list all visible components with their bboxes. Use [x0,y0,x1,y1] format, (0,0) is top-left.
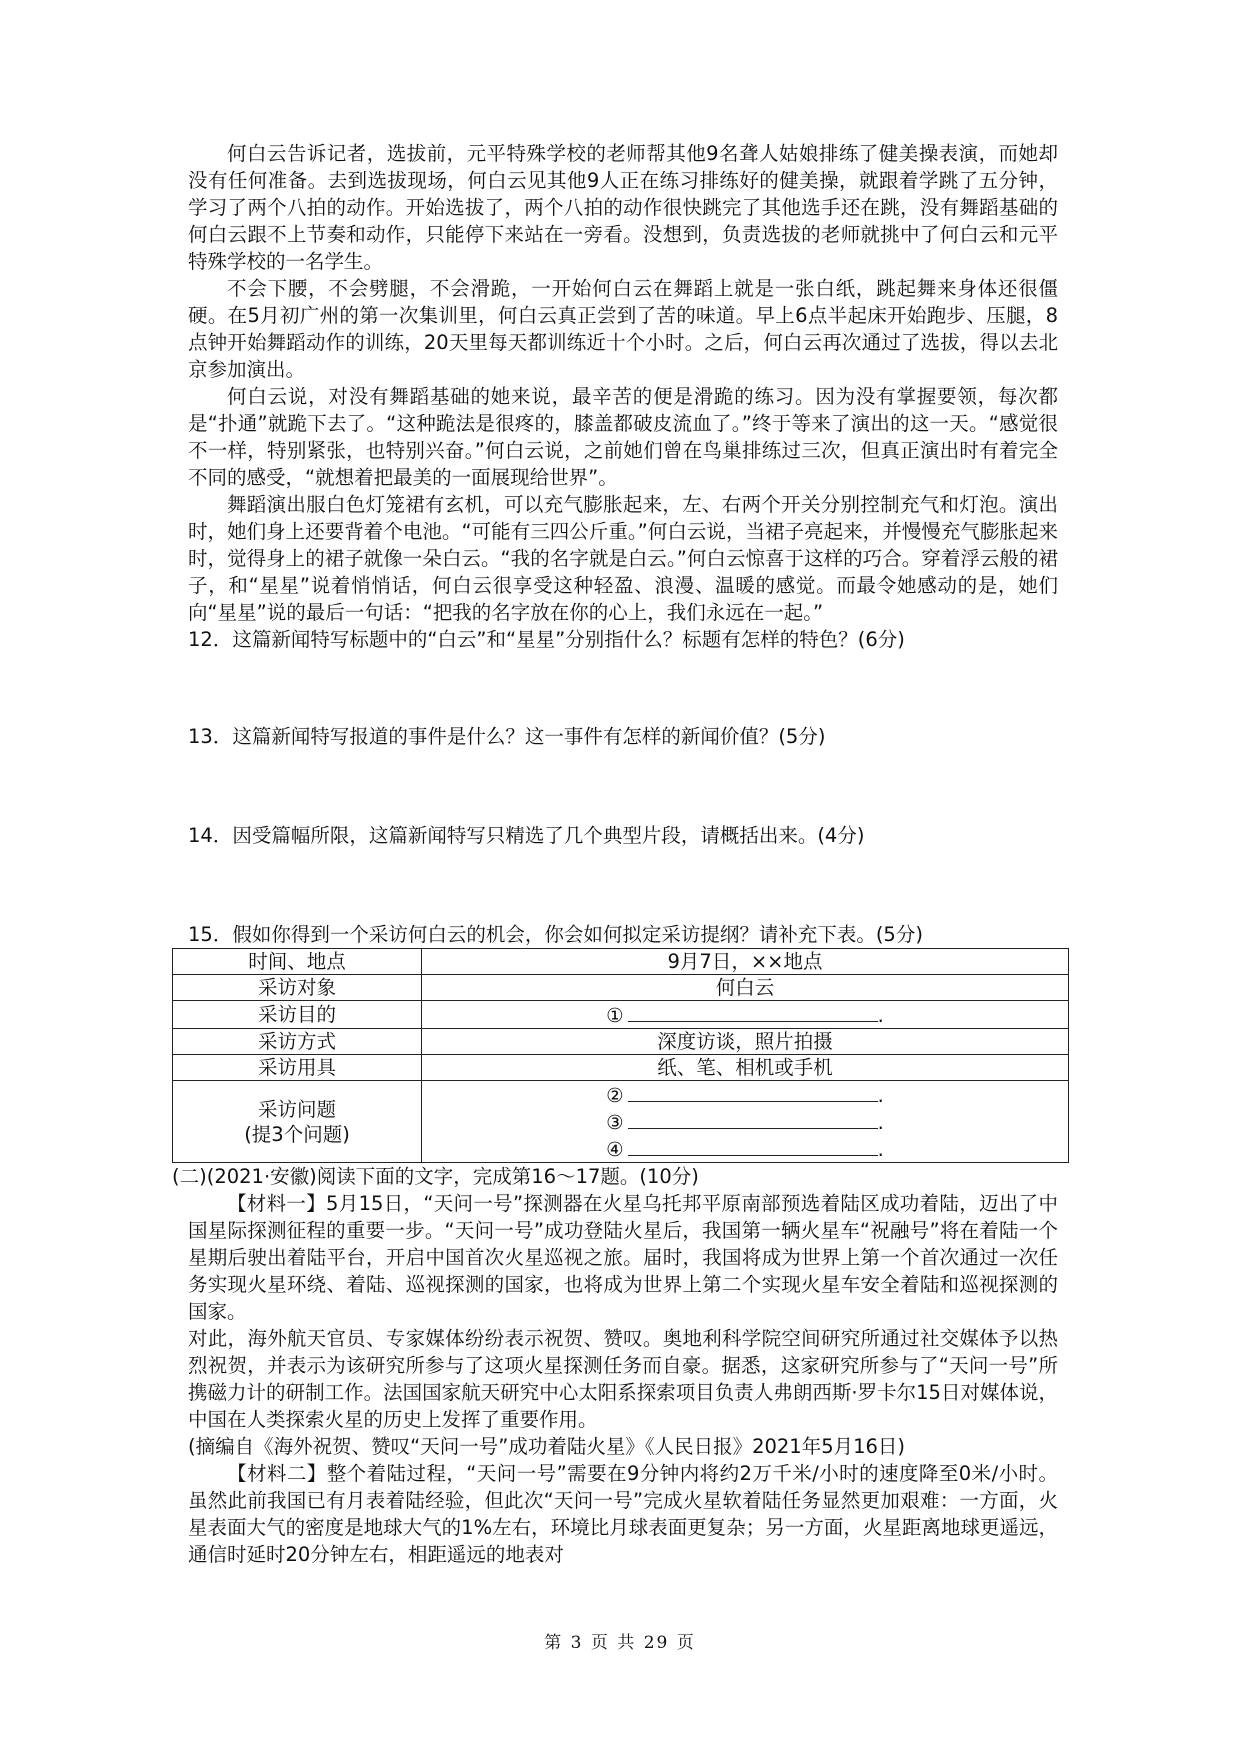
blank-marker: ① [606,1004,624,1027]
table-key: 采访方式 [173,1029,422,1055]
document-page [172,140,1058,1568]
table-key: 采访对象 [173,975,422,1001]
question-15: 15．假如你得到一个采访何白云的机会，你会如何拟定采访提纲？请补充下表。(5分) [188,923,923,946]
question-14: 14．因受篇幅所限，这篇新闻特写只精选了几个典型片段，请概括出来。(4分) [188,824,865,847]
blank-marker: ② [606,1084,624,1107]
answer-space-13[interactable] [188,750,1058,822]
table-row [173,1029,1069,1055]
question-13: 13．这篇新闻特写报道的事件是什么？这一事件有怎样的新闻价值？(5分) [188,725,826,748]
material-1-source: (摘编自《海外祝贺、赞叹“天问一号”成功着陆火星》《人民日报》2021年5月16日) [188,1435,906,1458]
questions-note: (提3个问题) [244,1122,350,1146]
material-2-paragraph: 【材料二】整个着陆过程，“天问一号”需要在9分钟内将约2万千米/小时的速度降至0米/小时。虽然此前我国已有月表着陆经验，但此次“天问一号”完成火星软着陆任务显然更加艰难：一方面，火星表面大气的密度是地球大气的1%左右，环境比月球表面更复杂；另一方面，火星距离地球更遥远，通信时延时20分钟左右，相距遥远的地表对 [188,1462,1058,1566]
page-footer: 第 3 页 共 29 页 [544,1633,696,1653]
article-paragraph-4: 舞蹈演出服白色灯笼裙有玄机，可以充气膨胀起来，左、右两个开关分别控制充气和灯泡。演出时，她们身上还要背着个电池。“可能有三四公斤重。”何白云说，当裙子亮起来，并慢慢充气膨胀起来时，觉得身上的裙子就像一朵白云。“我的名字就是白云。”何白云惊喜于这样的巧合。穿着浮云般的裙子，和“星星”说着悄悄话，何白云很享受这种轻盈、浪漫、温暖的感觉。而最令她感动的是，她们向“星星”说的最后一句话：“把我的名字放在你的心上，我们永远在一起。” [188,493,1058,624]
questions-key: 采访问题 [257,1097,336,1121]
section-2-heading: (二)(2021·安徽)阅读下面的文字，完成第16～17题。(10分) [172,1165,699,1188]
answer-space-12[interactable] [188,653,1058,723]
table-value: 深度访谈，照片拍摄 [422,1029,1069,1055]
article-paragraph-1: 何白云告诉记者，选拔前，元平特殊学校的老师帮其他9名聋人姑娘排练了健美操表演，而她却没有任何准备。去到选拔现场，何白云见其他9人正在练习排练好的健美操，就跟着学跳了五分钟，学习了两个八拍的动作。开始选拔了，两个八拍的动作很快跳完了其他选手还在跳，没有舞蹈基础的何白云跟不上节奏和动作，只能停下来站在一旁看。没想到，负责选拔的老师就挑中了何白云和元平特殊学校的一名学生。 [188,142,1058,273]
article-paragraph-3: 何白云说，对没有舞蹈基础的她来说，最辛苦的便是滑跪的练习。因为没有掌握要领，每次都是“扑通”就跪下去了。“这种跪法是很疼的，膝盖都破皮流血了。”终于等来了演出的这一天。“感觉很不一样，特别紧张，也特别兴奋。”何白云说，之前她们曾在鸟巢排练过三次，但真正演出时有着完全不同的感受，“就想着把最美的一面展现给世界”。 [188,385,1058,489]
blank-end: . [877,1111,884,1134]
table-value [422,1081,1069,1163]
blank-line-3[interactable] [628,1108,878,1129]
blank-end: . [877,1004,884,1027]
blank-end: . [877,1084,884,1107]
table-key: 时间、地点 [173,949,422,975]
table-row [173,949,1069,975]
table-row [173,1001,1069,1029]
blank-marker: ③ [606,1111,624,1134]
table-row [173,975,1069,1001]
table-row [173,1055,1069,1081]
table-row [173,1081,1069,1163]
blank-end: . [877,1138,884,1161]
table-value: 何白云 [422,975,1069,1001]
article-paragraph-2: 不会下腰，不会劈腿，不会滑跪，一开始何白云在舞蹈上就是一张白纸，跳起舞来身体还很僵硬。在5月初广州的第一次集训里，何白云真正尝到了苦的味道。早上6点半起床开始跑步、压腿，8点钟开始舞蹈动作的训练，20天里每天都训练近十个小时。之后，何白云再次通过了选拔，得以去北京参加演出。 [188,277,1058,381]
table-value: 纸、笔、相机或手机 [422,1055,1069,1081]
table-key: 采访用具 [173,1055,422,1081]
table-key: 采访目的 [173,1001,422,1029]
answer-space-14[interactable] [188,849,1058,921]
blank-line-2[interactable] [628,1081,878,1102]
blank-line-1[interactable] [628,1001,878,1022]
material-1-paragraph-1: 【材料一】5月15日，“天问一号”探测器在火星乌托邦平原南部预选着陆区成功着陆，迈出了中国星际探测征程的重要一步。“天问一号”成功登陆火星后，我国第一辆火星车“祝融号”将在着陆一个星期后驶出着陆平台，开启中国首次火星巡视之旅。届时，我国将成为世界上第一个首次通过一次任务实现火星环绕、着陆、巡视探测的国家，也将成为世界上第二个实现火星车安全着陆和巡视探测的国家。 [188,1192,1058,1323]
blank-marker: ④ [606,1138,624,1161]
table-key [173,1081,422,1163]
blank-line-4[interactable] [628,1135,878,1156]
interview-plan-table [172,948,1069,1163]
table-value: 9月7日，××地点 [422,949,1069,975]
table-value [422,1001,1069,1029]
question-12: 12．这篇新闻特写标题中的“白云”和“星星”分别指什么？标题有怎样的特色？(6分) [188,628,905,651]
material-1-paragraph-2: 对此，海外航天官员、专家媒体纷纷表示祝贺、赞叹。奥地利科学院空间研究所通过社交媒体予以热烈祝贺，并表示为该研究所参与了这项火星探测任务而自豪。据悉，这家研究所参与了“天问一号”所携磁力计的研制工作。法国国家航天研究中心太阳系探索项目负责人弗朗西斯·罗卡尔15日对媒体说，中国在人类探索火星的历史上发挥了重要作用。 [188,1327,1058,1431]
